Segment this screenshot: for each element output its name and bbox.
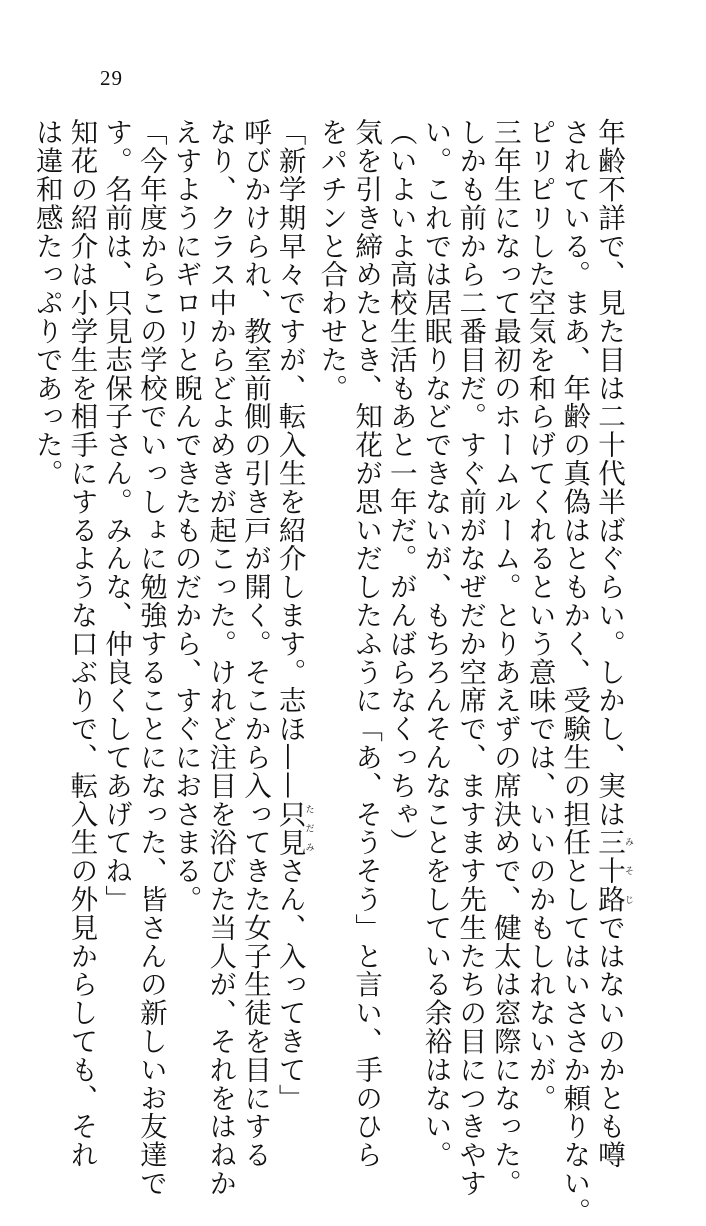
text-line: い。これでは居眠りなどできないが、もちろんそんなことをしている余裕はない。 xyxy=(419,118,452,1169)
text-line: ピリピリした空気を和らげてくれるという意味では、いいのかもしれないが。 xyxy=(523,118,556,1112)
page-number: 29 xyxy=(100,66,123,90)
text-line: （いよいよ高校生活もあと一年だ。がんばらなくっちゃ） xyxy=(384,118,417,857)
text-line: 「今年度からこの学校でいっしょに勉強することになった、皆さんの新しいお友達で xyxy=(134,118,167,1198)
furigana: 只見ただみ xyxy=(273,799,314,857)
text-line: えすようにギロリと睨んできたものだから、すぐにおさまる。 xyxy=(169,118,202,914)
text-line: 年齢不詳で、見た目は二十代半ばぐらい。しかし、実は三十路みそじではないのかとも噂 xyxy=(593,118,633,1169)
text-line: 気を引き締めたとき、知花が思いだしたふうに「あ、そうそう」と言い、手のひら xyxy=(350,118,383,1169)
text-line: 呼びかけられ、教室前側の引き戸が開く。そこから入ってきた女子生徒を目にする xyxy=(238,118,271,1169)
text-line: 三年生になって最初のホームルーム。とりあえずの席決めで、健太は窓際になった。 xyxy=(488,118,521,1198)
text-line: 知花の紹介は小学生を相手にするような口ぶりで、転入生の外見からしても、それ xyxy=(65,118,98,1169)
furigana: 三十路みそじ xyxy=(593,828,633,914)
text-line: 「新学期早々ですが、転入生を紹介します。志ほ——只見ただみさん、入ってきて」 xyxy=(273,118,314,1113)
text-line: す。名前は、只見志保子さん。みんな、仲良くしてあげてね」 xyxy=(100,118,133,914)
text-line: は違和感たっぷりであった。 xyxy=(30,118,63,488)
text-line: しかも前から二番目だ。すぐ前がなぜだか空席で、ますます先生たちの目につきやす xyxy=(454,118,487,1198)
vertical-text-body xyxy=(30,118,633,1226)
text-line: をパチンと合わせた。 xyxy=(315,118,348,402)
text-line: なり、クラス中からどよめきが起こった。けれど注目を浴びた当人が、それをはねか xyxy=(204,118,237,1198)
text-line: されている。まあ、年齢の真偽はともかく、受験生の担任としてはいささか頼りない。 xyxy=(558,118,591,1226)
